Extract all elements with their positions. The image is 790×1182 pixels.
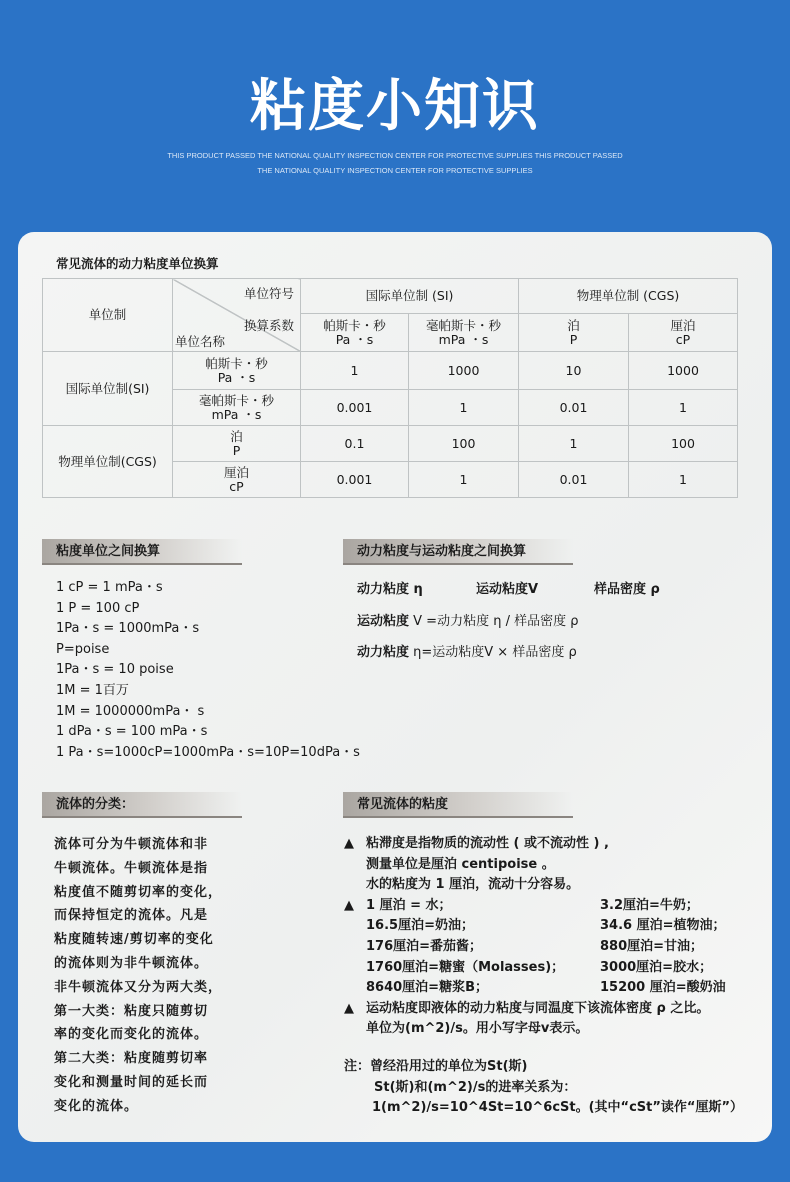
col-header: 泊 P	[519, 314, 629, 352]
table-cell: 1	[409, 390, 519, 426]
col-header: 毫帕斯卡・秒 mPa ・s	[409, 314, 519, 352]
table-cell: 1	[629, 390, 738, 426]
table-cell: 1000	[409, 352, 519, 390]
table-cell: 帕斯卡・秒 Pa ・s	[173, 352, 301, 390]
table-cell: 0.01	[519, 462, 629, 498]
subtitle-line-2: THE NATIONAL QUALITY INSPECTION CENTER FOR PROTECTIVE SUPPLIES	[257, 166, 533, 175]
formula-2: 动力粘度 η=运动粘度V × 样品密度 ρ	[357, 645, 577, 660]
classification-text: 流体可分为牛顿流体和非 牛顿流体。牛顿流体是指 粘度值不随剪切率的变化， 而保持恒定的流体。凡是 粘度随转速/剪切率的变化 的流体则为非牛顿流体。 非牛顿流体又分为两大类， 第一大类：粘度只随剪切 率的变化而变化的流体。 第二大类：粘度随剪切率 变化和测量时间的延长而 变化的流体。	[54, 837, 223, 1114]
corner-symbol: 单位符号	[243, 286, 294, 301]
group-si: 国际单位制 (SI)	[301, 279, 519, 314]
triangle-bullet-icon: ▲	[344, 1000, 354, 1016]
corner-system: 单位制	[43, 279, 173, 352]
classification-heading: 流体的分类：	[42, 792, 242, 818]
col-header: 帕斯卡・秒 Pa ・s	[301, 314, 409, 352]
col-header: 厘泊 cP	[629, 314, 738, 352]
table-cell: 0.1	[301, 426, 409, 462]
corner-diagonal-cell	[173, 279, 301, 352]
unit-conversion-table	[42, 278, 738, 498]
table-row	[43, 352, 738, 390]
table-cell: 厘泊 cP	[173, 462, 301, 498]
common-heading: 常见流体的粘度	[343, 792, 573, 818]
row-group-cgs: 物理单位制(CGS)	[43, 426, 173, 498]
table-row	[43, 426, 738, 462]
table-cell: 泊 P	[173, 426, 301, 462]
table-cell: 0.001	[301, 462, 409, 498]
table-cell: 1000	[629, 352, 738, 390]
table-cell: 100	[409, 426, 519, 462]
table-cell: 0.001	[301, 390, 409, 426]
term-kinematic: 运动粘度V	[476, 582, 539, 597]
group-cgs: 物理单位制 (CGS)	[519, 279, 738, 314]
formula-1: 运动粘度 V =动力粘度 η / 样品密度 ρ	[357, 614, 579, 629]
content-card	[18, 232, 772, 1142]
table-cell: 100	[629, 426, 738, 462]
dynamic-heading: 动力粘度与运动粘度之间换算	[343, 539, 573, 565]
table-cell: 1	[629, 462, 738, 498]
units-heading: 粘度单位之间换算	[42, 539, 242, 565]
common-text: ▲ 粘滞度是指物质的流动性 ( 或不流动性 ) , 测量单位是厘泊 centipoise 。 水的粘度为 1 厘泊，流动十分容易。 ▲ 1 厘泊 = 水； 3.2厘泊=牛奶； 16.5厘泊=奶油； 34.6 厘泊=植物油； 176厘泊=番茄酱； 880厘泊=甘油； 1760厘泊=糖蜜（Molasses)； 3000厘泊=胶水； 8640厘泊=糖浆B； 15200 厘泊=酸奶油 ▲ 运动粘度即液体的动力粘度与同温度下该流体密度 ρ 之比。 单位为(m^2)/s。用小写字母v表示。 注：曾经沿用过的单位为St(斯) St(斯)和(m^2)/s的进率关系为： 1(m^2)/s=10^4St=10^6cSt。(其中“cSt”读作“厘斯”）	[344, 836, 744, 1116]
corner-name: 单位名称	[175, 334, 226, 349]
table-cell: 0.01	[519, 390, 629, 426]
table-cell: 1	[409, 462, 519, 498]
row-group-si: 国际单位制(SI)	[43, 352, 173, 426]
table-cell: 1	[301, 352, 409, 390]
triangle-bullet-icon: ▲	[344, 897, 354, 913]
table-cell: 1	[519, 426, 629, 462]
table-cell: 10	[519, 352, 629, 390]
corner-factor: 换算系数	[243, 318, 294, 333]
term-density: 样品密度 ρ	[594, 582, 660, 597]
table-cell: 毫帕斯卡・秒 mPa ・s	[173, 390, 301, 426]
term-dynamic: 动力粘度 η	[357, 582, 423, 597]
page-title: 粘度小知识	[250, 74, 540, 139]
table-title: 常见流体的动力粘度单位换算	[56, 256, 219, 271]
triangle-bullet-icon: ▲	[344, 836, 354, 851]
units-lines: 1 cP = 1 mPa・s 1 P = 100 cP 1Pa・s = 1000mPa・s P=poise 1Pa・s = 10 poise 1M = 1百万 1M = 1000000mPa・ s 1 dPa・s = 100 mPa・s 1 Pa・s=1000cP=1000mPa・s=10P=10dPa・s	[56, 580, 360, 760]
subtitle-line-1: THIS PRODUCT PASSED THE NATIONAL QUALITY INSPECTION CENTER FOR PROTECTIVE SUPPLIES THIS PRODUCT PASSED	[167, 151, 623, 160]
